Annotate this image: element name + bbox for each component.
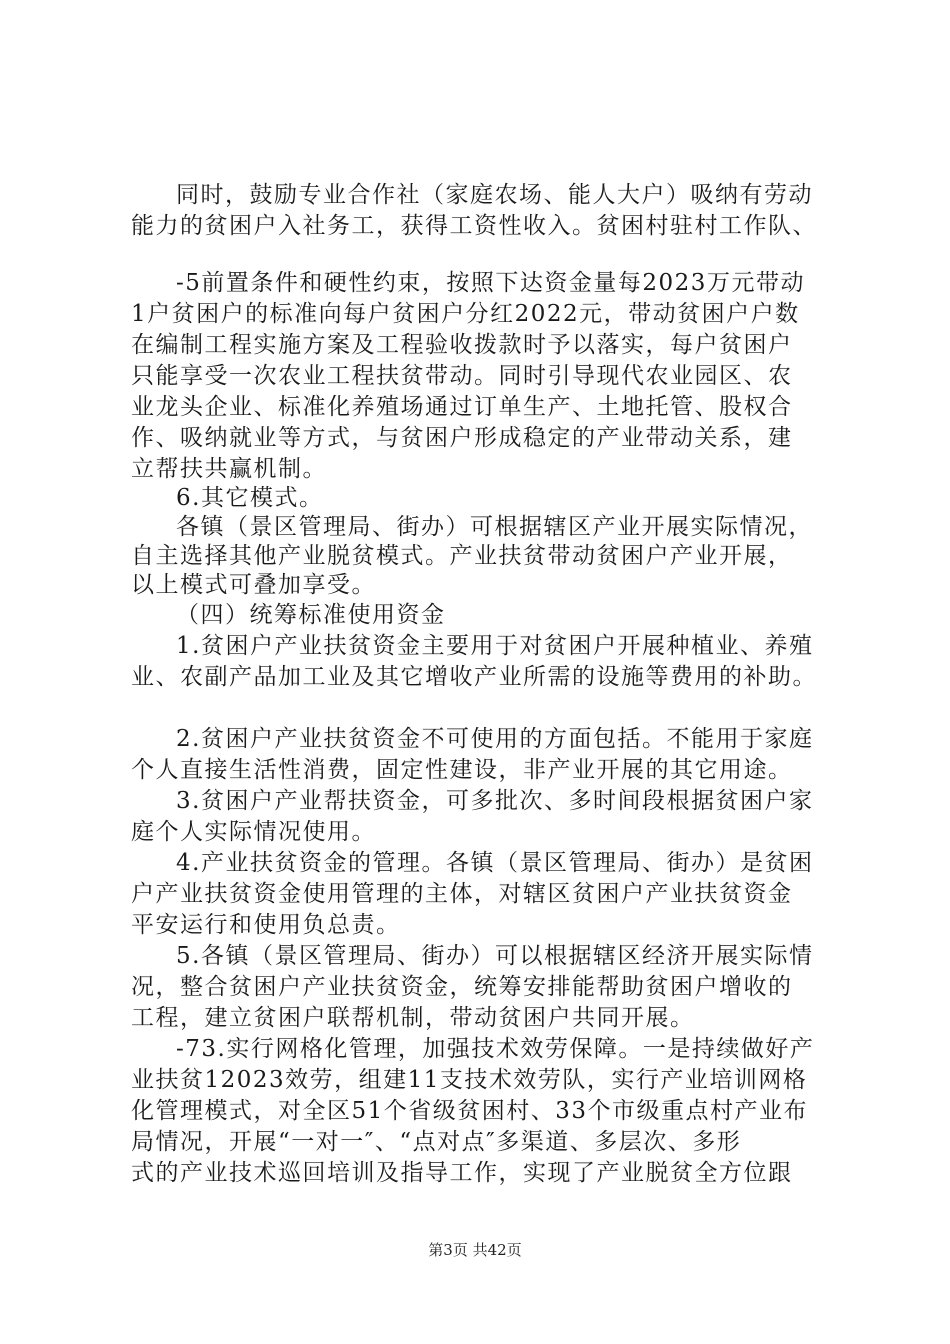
paragraph-line-20: 庭个人实际情况使用。 — [131, 819, 376, 845]
paragraph-line-11: 各镇（景区管理局、街办）可根据辖区产业开展实际情况， — [176, 514, 813, 540]
paragraph-line-6: 只能享受一次农业工程扶贫带动。同时引导现代农业园区、农 — [131, 363, 793, 389]
page-number-footer: 第3页 共42页 — [428, 1241, 522, 1259]
paragraph-line-26: 工程，建立贫困户联帮机制，带动贫困户共同开展。 — [131, 1005, 695, 1031]
paragraph-line-15: 1.贫困户产业扶贫资金主要用于对贫困户开展种植业、养殖 — [176, 633, 814, 659]
paragraph-line-12: 自主选择其他产业脱贫模式。产业扶贫带动贫困户产业开展， — [131, 543, 793, 569]
paragraph-line-31: 式的产业技术巡回培训及指导工作，实现了产业脱贫全方位跟 — [131, 1160, 793, 1186]
paragraph-line-19: 3.贫困户产业帮扶资金，可多批次、多时间段根据贫困户家 — [176, 788, 814, 814]
paragraph-line-18: 个人直接生活性消费，固定性建设，非产业开展的其它用途。 — [131, 757, 793, 783]
paragraph-line-27: -73.实行网格化管理，加强技术效劳保障。一是持续做好产 — [176, 1036, 815, 1062]
paragraph-line-8: 作、吸纳就业等方式，与贫困户形成稳定的产业带动关系，建 — [131, 425, 793, 451]
paragraph-line-3: -5前置条件和硬性约束，按照下达资金量每2023万元带动 — [176, 270, 805, 296]
paragraph-line-16: 业、农副产品加工业及其它增收产业所需的设施等费用的补助。 — [131, 664, 817, 690]
paragraph-line-30: 局情况，开展“一对一″、“点对点″多渠道、多层次、多形 — [131, 1129, 742, 1155]
paragraph-line-4: 1户贫困户的标准向每户贫困户分红2022元，带动贫困户户数 — [131, 301, 800, 327]
paragraph-line-21: 4.产业扶贫资金的管理。各镇（景区管理局、街办）是贫困 — [176, 850, 814, 876]
paragraph-line-28: 业扶贫12023效劳，组建11支技术效劳队，实行产业培训网格 — [131, 1067, 808, 1093]
paragraph-line-24: 5.各镇（景区管理局、街办）可以根据辖区经济开展实际情 — [176, 943, 814, 969]
paragraph-line-17: 2.贫困户产业扶贫资金不可使用的方面包括。不能用于家庭 — [176, 726, 814, 752]
paragraph-line-2: 能力的贫困户入社务工，获得工资性收入。贫困村驻村工作队、 — [131, 213, 817, 239]
paragraph-line-13: 以上模式可叠加享受。 — [131, 572, 376, 598]
paragraph-line-1: 同时，鼓励专业合作社（家庭农场、能人大户）吸纳有劳动 — [176, 182, 813, 208]
paragraph-line-5: 在编制工程实施方案及工程验收拨款时予以落实，每户贫困户 — [131, 332, 793, 358]
paragraph-line-23: 平安运行和使用负总责。 — [131, 912, 401, 938]
paragraph-line-7: 业龙头企业、标准化养殖场通过订单生产、土地托管、股权合 — [131, 394, 793, 420]
section-heading-6: 6.其它模式。 — [176, 485, 324, 511]
paragraph-line-22: 户产业扶贫资金使用管理的主体，对辖区贫困户产业扶贫资金 — [131, 881, 793, 907]
section-heading-4: （四）统筹标准使用资金 — [176, 602, 446, 628]
paragraph-line-25: 况，整合贫困户产业扶贫资金，统筹安排能帮助贫困户增收的 — [131, 974, 793, 1000]
paragraph-line-29: 化管理模式，对全区51个省级贫困村、33个市级重点村产业布 — [131, 1098, 809, 1124]
paragraph-line-9: 立帮扶共赢机制。 — [131, 456, 327, 482]
